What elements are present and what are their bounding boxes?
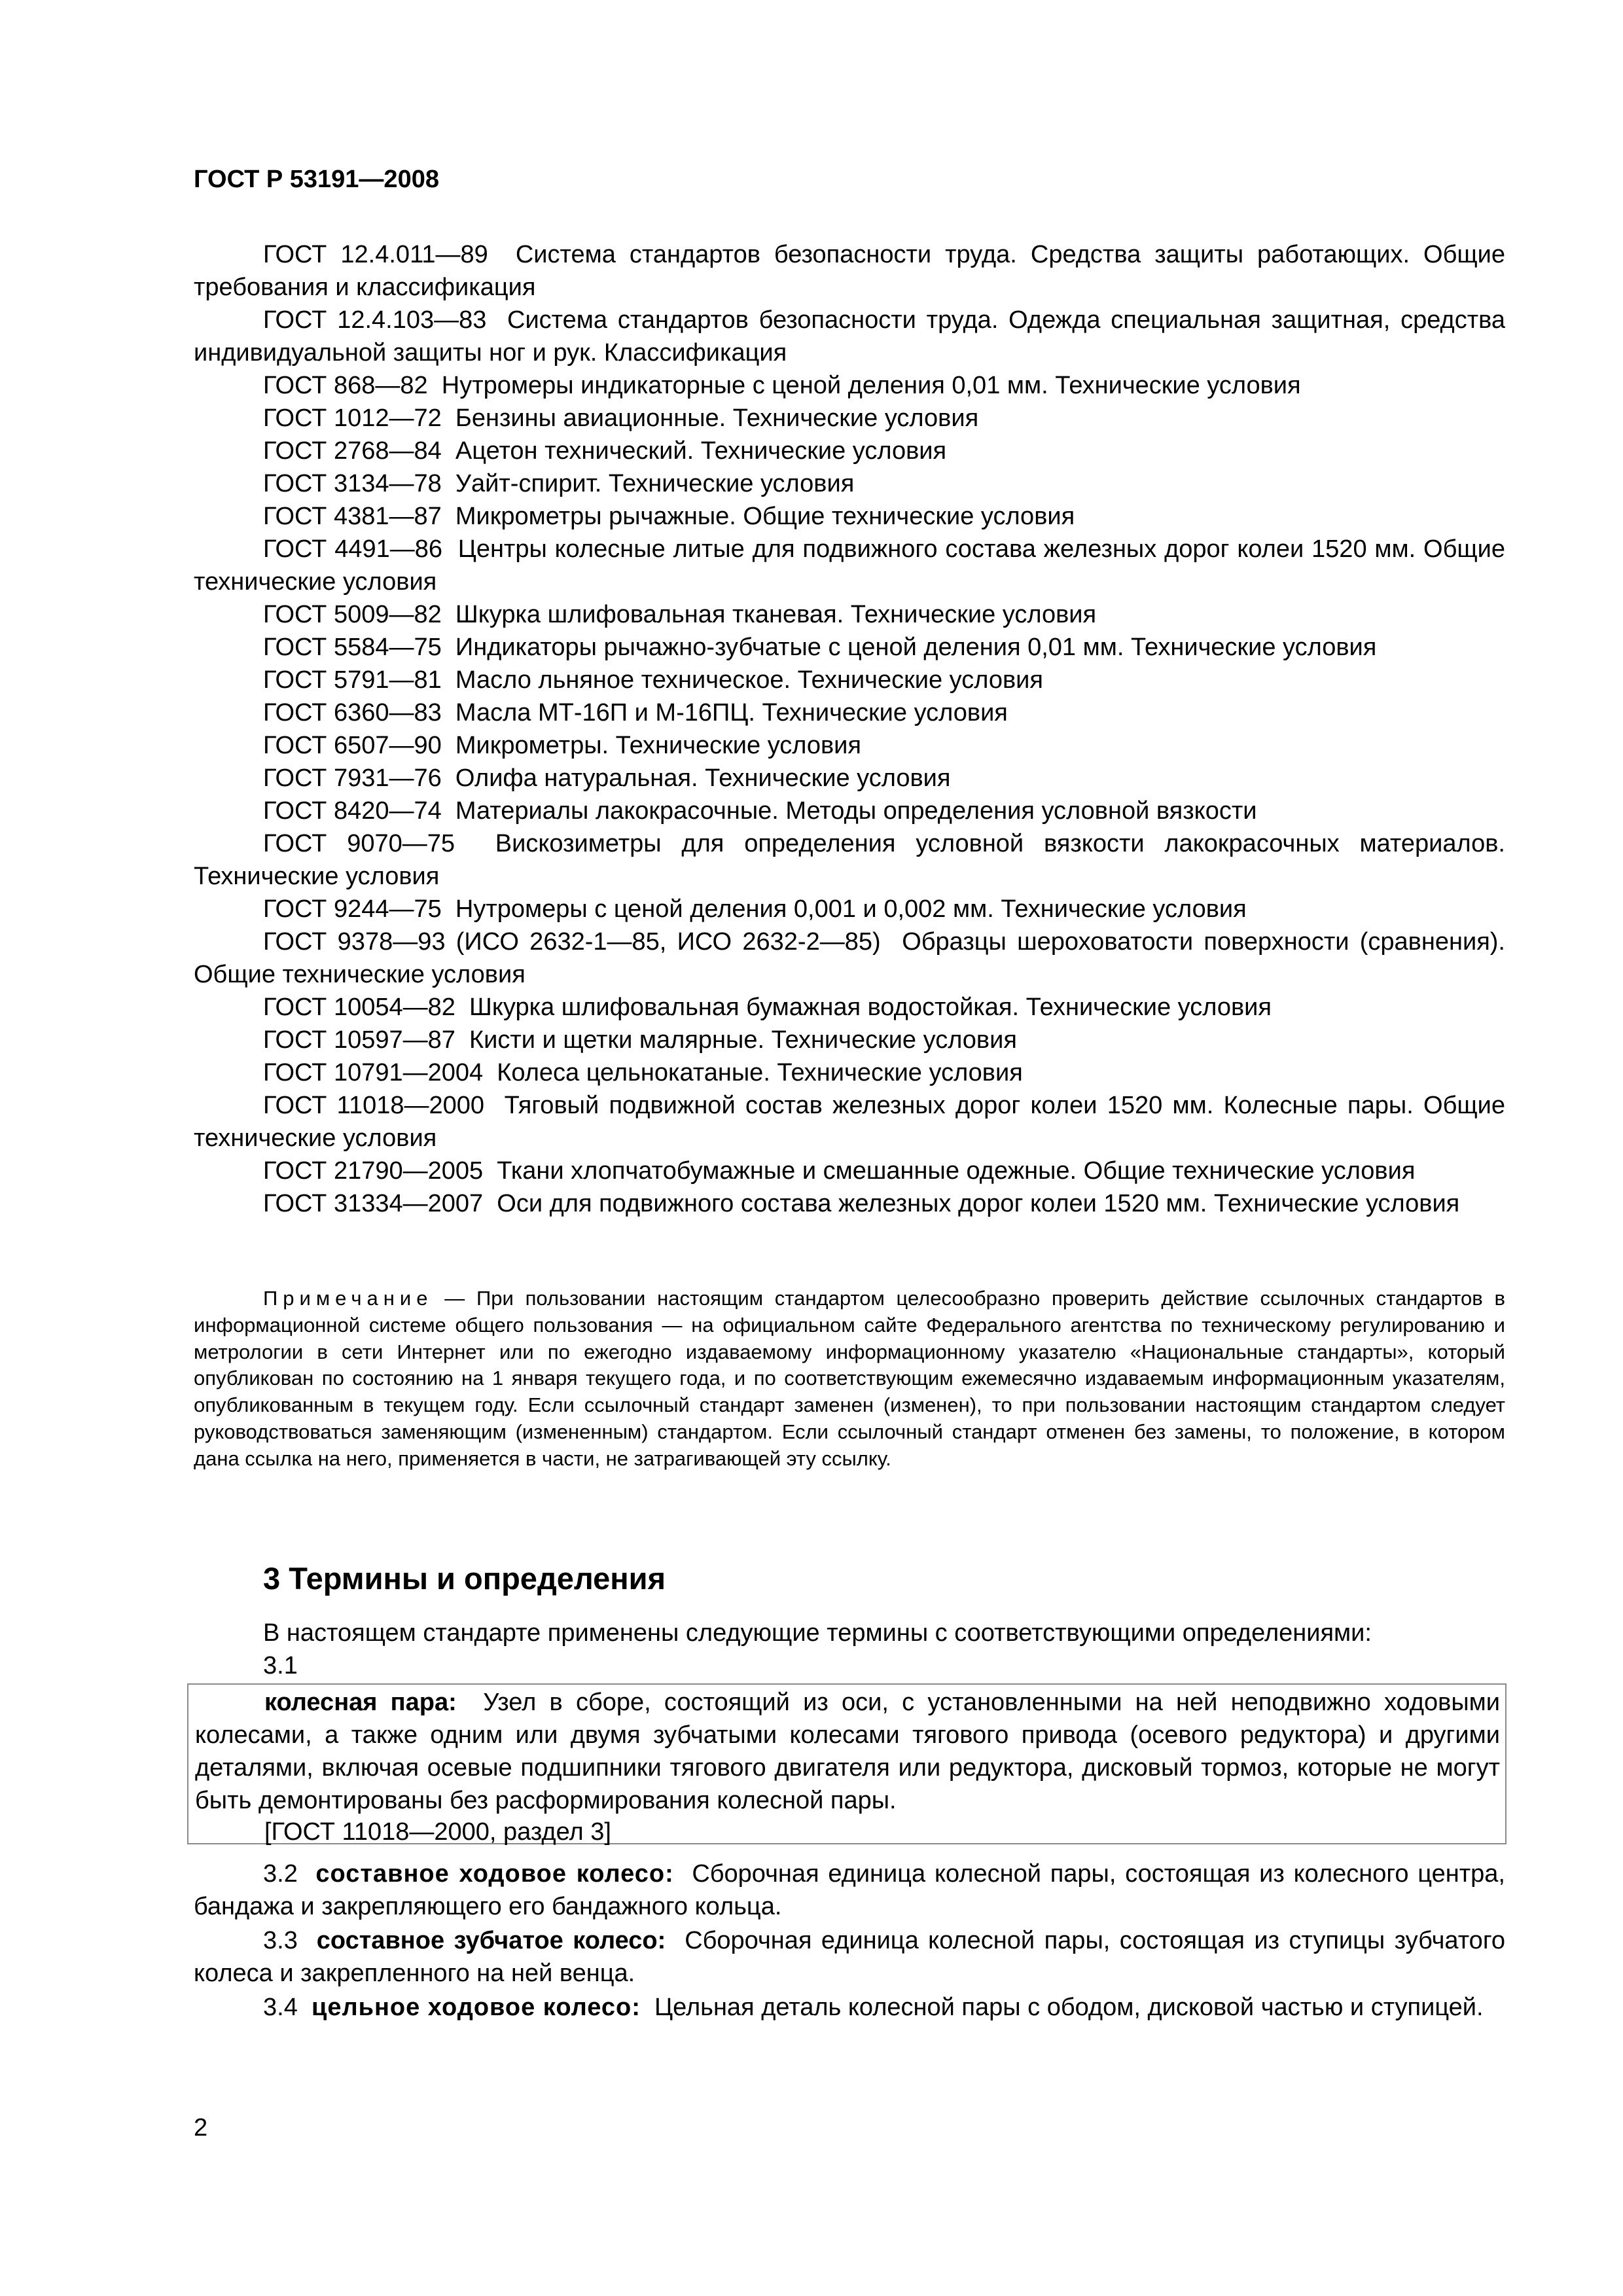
normative-references-list — [194, 238, 1505, 1220]
reference-item: ГОСТ 9378—93 (ИСО 2632-1—85, ИСО 2632-2—85) Образцы шероховатости поверхности (сравнения). Общие технические условия — [194, 928, 1505, 988]
reference-item: ГОСТ 12.4.103—83 Система стандартов безопасности труда. Одежда специальная защитная, средства индивидуальной защиты ног и рук. Классификация — [194, 306, 1506, 367]
term-3-1-source: [ГОСТ 11018—2000, раздел 3] — [264, 1818, 611, 1846]
term-3-2-term: составное ходовое колесо: — [315, 1860, 674, 1888]
term-3-1-term: колесная пара: — [264, 1689, 457, 1716]
term-3-2-number: 3.2 — [263, 1860, 298, 1888]
reference-item: ГОСТ 6507—90 Микрометры. Технические условия — [263, 732, 861, 759]
standard-designation: ГОСТ Р 53191—2008 — [194, 166, 439, 193]
term-3-4: 3.4 цельное ходовое колесо: Цельная деталь колесной пары с ободом, дисковой частью и ступицей. — [263, 1994, 1484, 2021]
reference-item: ГОСТ 6360—83 Масла МТ-16П и М-16ПЦ. Технические условия — [263, 699, 1008, 726]
reference-item: ГОСТ 5009—82 Шкурка шлифовальная тканевая. Технические условия — [263, 601, 1097, 628]
reference-item: ГОСТ 7931—76 Олифа натуральная. Технические условия — [263, 764, 951, 792]
reference-item: ГОСТ 868—82 Нутромеры индикаторные с ценой деления 0,01 мм. Технические условия — [263, 372, 1301, 399]
term-3-3-number: 3.3 — [263, 1927, 298, 1954]
term-3-3-term: составное зубчатое колесо: — [316, 1927, 666, 1954]
page-number: 2 — [194, 2114, 208, 2142]
term-3-4-number: 3.4 — [263, 1994, 298, 2021]
reference-item: ГОСТ 10597—87 Кисти и щетки малярные. Технические условия — [263, 1026, 1017, 1054]
document-header — [194, 164, 439, 195]
term-3-3: 3.3 составное зубчатое колесо: Сборочная единица колесной пары, состоящая из ступицы зубчатого колеса и закрепленного на ней венца. — [194, 1927, 1505, 1987]
reference-item: ГОСТ 2768—84 Ацетон технический. Технические условия — [263, 437, 947, 465]
reference-item: ГОСТ 9244—75 Нутромеры с ценой деления 0,001 и 0,002 мм. Технические условия — [263, 895, 1247, 923]
reference-item: ГОСТ 4491—86 Центры колесные литые для подвижного состава железных дорог колеи 1520 мм. Общие технические условия — [194, 535, 1505, 596]
note-label: Примечание — [263, 1287, 433, 1310]
reference-item: ГОСТ 1012—72 Бензины авиационные. Технические условия — [263, 404, 979, 432]
note-text: При пользовании настоящим стандартом целесообразно проверить действие ссылочных стандартов в информационной системе общего пользования — на официальном сайте Федерального агентства по техническому регулированию и метрологии в сети Интернет или по ежегодно издаваемому информационному указателю «Национальные стандарты», который опубликован по состоянию на 1 января текущего года, и по соответствующим ежемесячно издаваемым информационным указателям, опубликованным в текущем году. Если ссылочный стандарт заменен (изменен), то при пользовании настоящим стандартом следует руководствоваться заменяющим (измененным) стандартом. Если ссылочный стандарт отменен без замены, то положение, в котором дана ссылка на него, применяется в части, не затрагивающей эту ссылку. — [194, 1287, 1505, 1470]
reference-item: ГОСТ 31334—2007 Оси для подвижного состава железных дорог колеи 1520 мм. Технические условия — [263, 1190, 1460, 1217]
reference-item: ГОСТ 12.4.011—89 Система стандартов безопасности труда. Средства защиты работающих. Общие требования и классификация — [194, 241, 1505, 301]
references-note — [194, 1285, 1505, 1473]
section-3-title: 3 Термины и определения — [263, 1561, 666, 1596]
reference-item: ГОСТ 5584—75 Индикаторы рычажно-зубчатые с ценой деления 0,01 мм. Технические условия — [263, 634, 1377, 661]
reference-item: ГОСТ 8420—74 Материалы лакокрасочные. Методы определения условной вязкости — [263, 797, 1257, 825]
term-3-1-definition: колесная пара: Узел в сборе, состоящий из оси, с установленными на ней неподвижно ходовыми колесами, а также одним или двумя зубчатыми колесами тягового привода (осевого редуктора) и другими деталями, включая осевые подшипники тягового двигателя или редуктора, дисковый тормоз, которые не могут быть демонтированы без расформирования колесной пары. — [195, 1689, 1500, 1814]
term-3-4-term: цельное ходовое колесо: — [311, 1994, 641, 2021]
reference-item: ГОСТ 10054—82 Шкурка шлифовальная бумажная водостойкая. Технические условия — [263, 994, 1272, 1021]
reference-item: ГОСТ 10791—2004 Колеса цельнокатаные. Технические условия — [263, 1059, 1023, 1086]
section-3-intro: В настоящем стандарте применены следующие термины с соответствующими определениями: — [263, 1619, 1372, 1647]
reference-item: ГОСТ 3134—78 Уайт-спирит. Технические условия — [263, 470, 855, 497]
reference-item: ГОСТ 5791—81 Масло льняное техническое. Технические условия — [263, 666, 1043, 694]
reference-item: ГОСТ 9070—75 Вискозиметры для определения условной вязкости лакокрасочных материалов. Технические условия — [194, 830, 1505, 890]
reference-item: ГОСТ 4381—87 Микрометры рычажные. Общие технические условия — [263, 503, 1075, 530]
term-3-1-box — [187, 1683, 1507, 1844]
reference-item: ГОСТ 11018—2000 Тяговый подвижной состав железных дорог колеи 1520 мм. Колесные пары. Общие технические условия — [194, 1092, 1505, 1152]
reference-item: ГОСТ 21790—2005 Ткани хлопчатобумажные и смешанные одежные. Общие технические условия — [263, 1157, 1416, 1185]
note-dash: — — [444, 1287, 465, 1310]
term-3-2: 3.2 составное ходовое колесо: Сборочная единица колесной пары, состоящая из колесного центра, бандажа и закрепляющего его бандажного кольца. — [194, 1860, 1505, 1920]
term-3-1-number: 3.1 — [263, 1652, 298, 1679]
